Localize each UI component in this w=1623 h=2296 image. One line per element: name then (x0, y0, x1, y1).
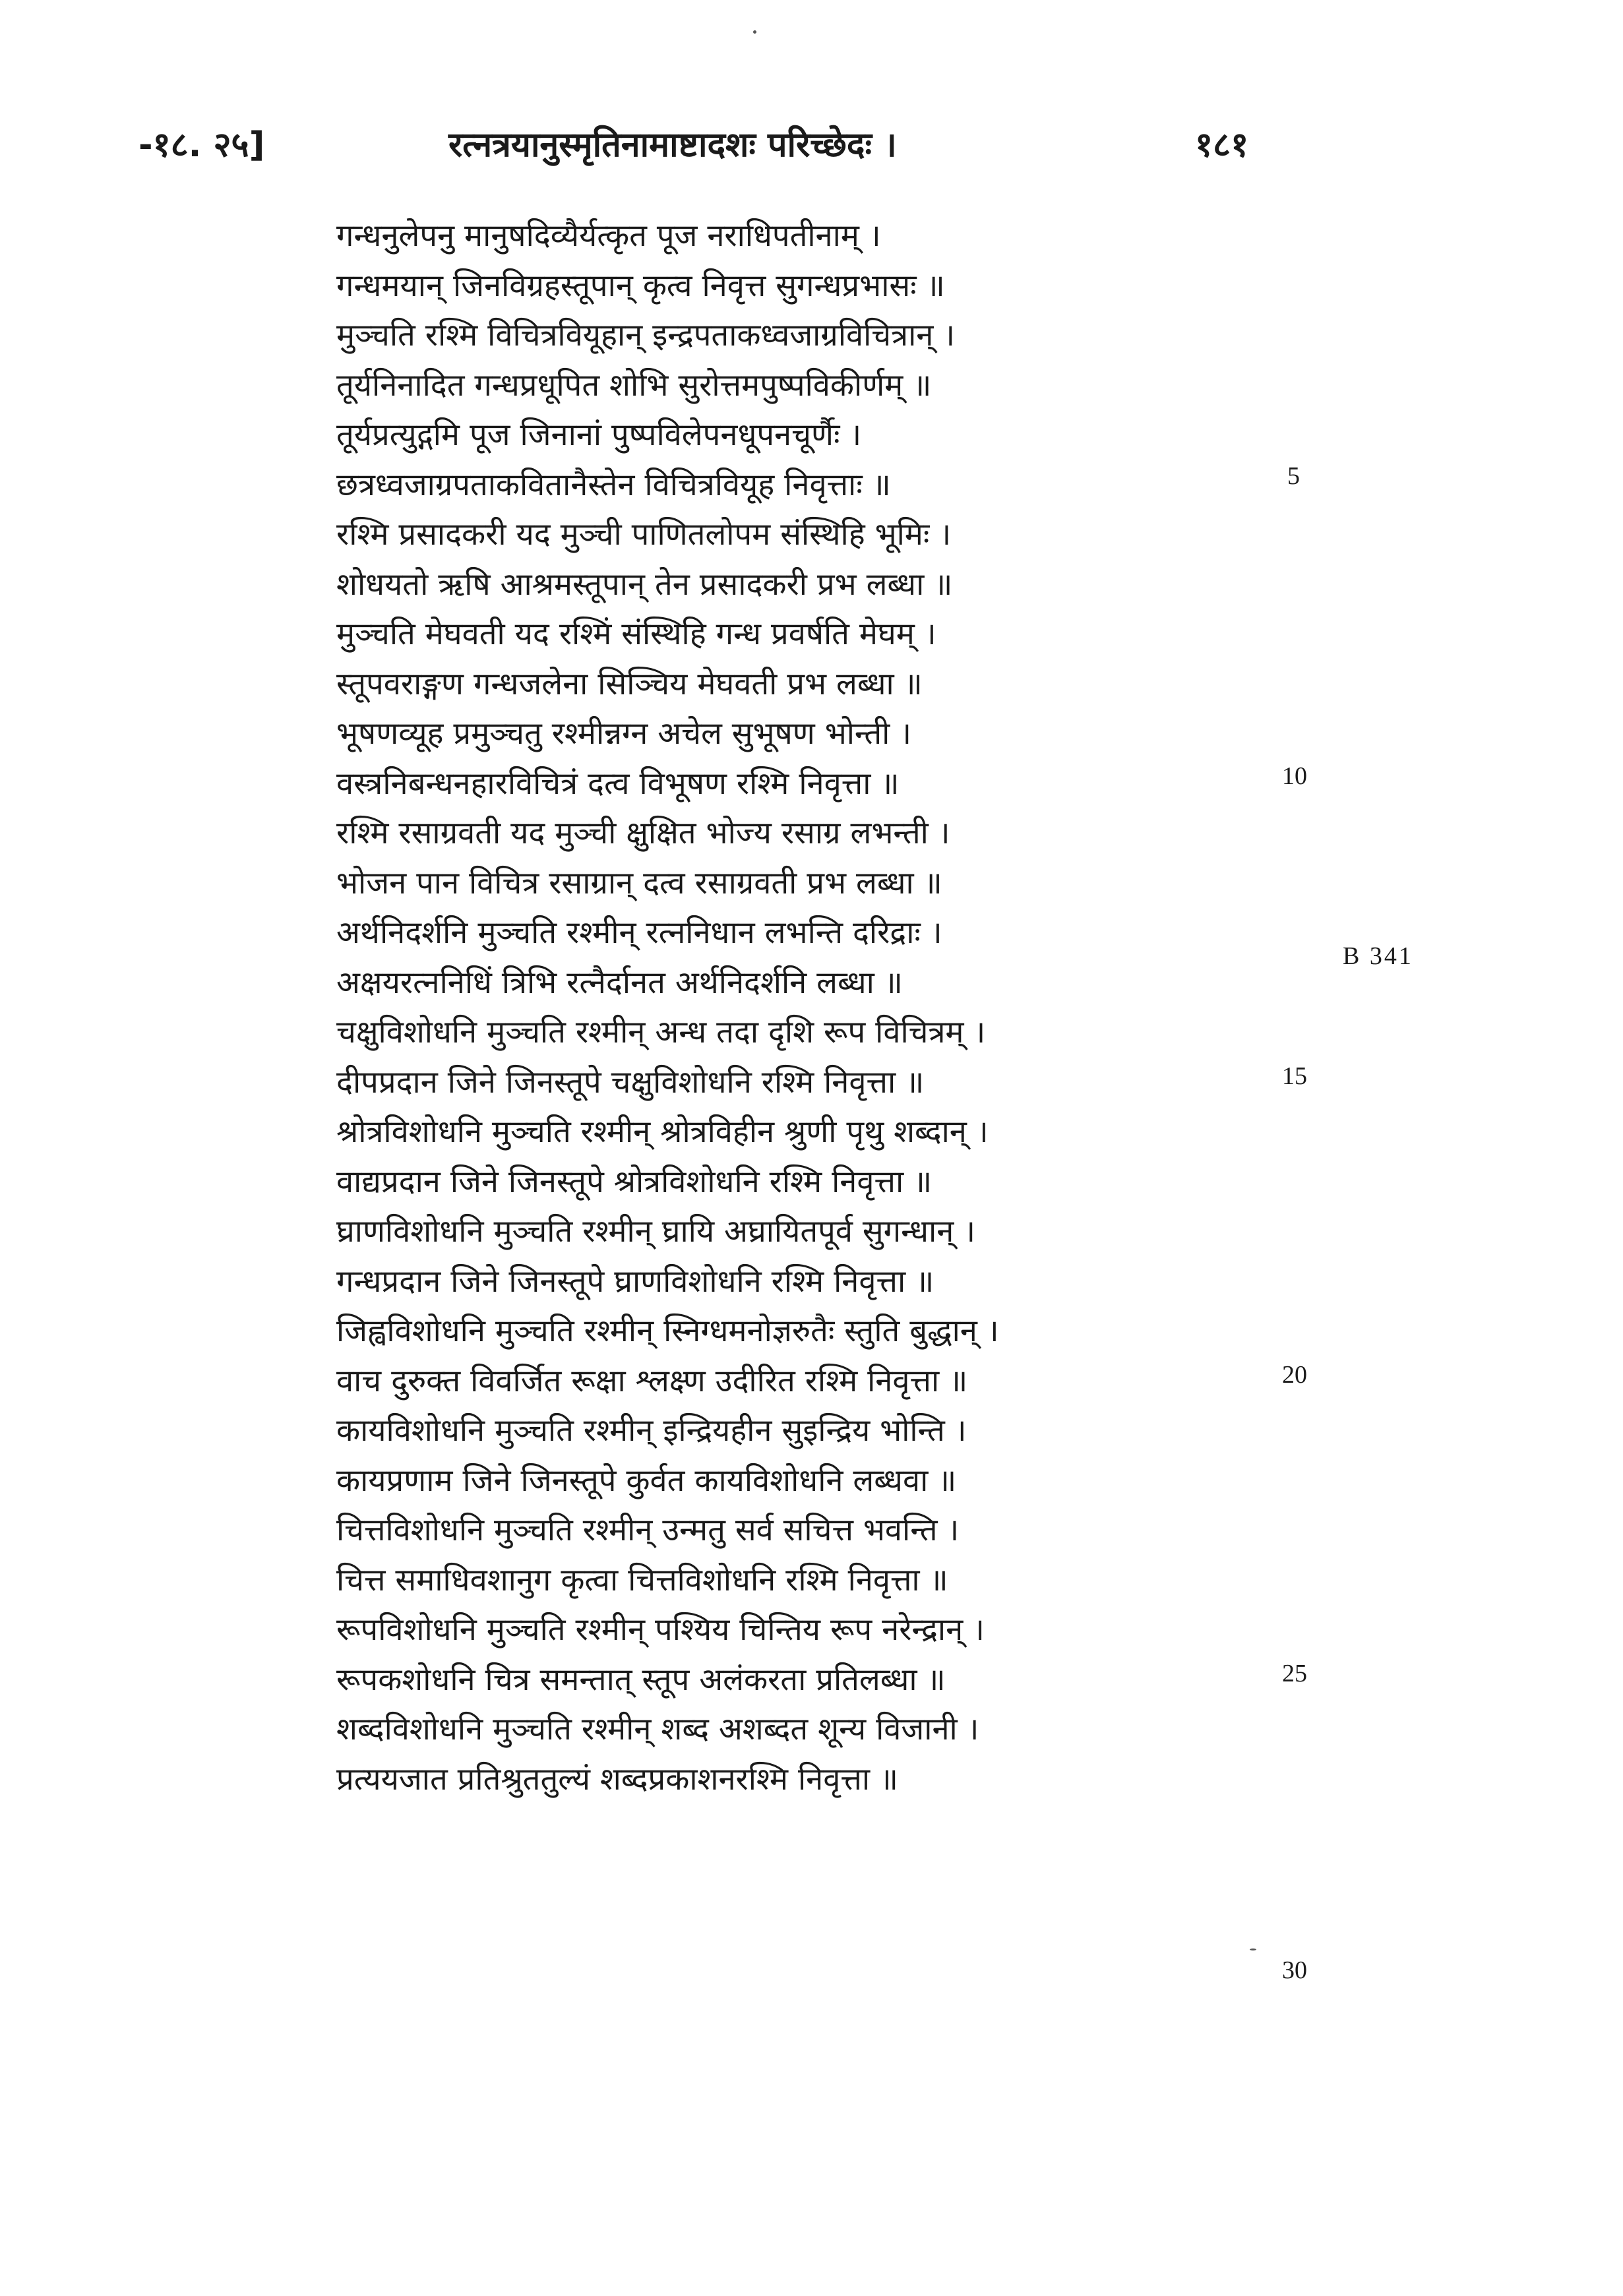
verse-line: वाच दुरुक्त विवर्जित रूक्षा श्लक्ष्ण उदीरित रश्मि निवृत्ता ॥ (336, 1362, 968, 1399)
verse-line: गन्धप्रदान जिने जिनस्तूपे घ्राणविशोधनि रश्मि निवृत्ता ॥ (336, 1263, 934, 1300)
verse-line: घ्राणविशोधनि मुञ्चति रश्मीन् घ्रायि अघ्रायितपूर्व सुगन्धान् । (336, 1213, 976, 1250)
verse-line: भूषणव्यूह प्रमुञ्चतु रश्मीन्नग्न अचेल सुभूषण भोन्ती । (336, 715, 912, 752)
verse-line: शोधयतो ऋषि आश्रमस्तूपान् तेन प्रसादकरी प्रभ लब्धा ॥ (336, 566, 953, 603)
chapter-title: रत्नत्रयानुस्मृतिनामाष्टादशः परिच्छेदः । (448, 125, 897, 165)
manuscript-folio-reference: B 341 (1343, 942, 1413, 970)
verse-line: श्रोत्रविशोधनि मुञ्चति रश्मीन् श्रोत्रविहीन श्रुणी पृथु शब्दान् । (336, 1114, 989, 1150)
verse-line: कायप्रणाम जिने जिनस्तूपे कुर्वत कायविशोधनि लब्धवा ॥ (336, 1462, 957, 1499)
verse-block (336, 211, 1161, 1804)
verse-line: गन्धनुलेपनु मानुषदिव्यैर्यत्कृत पूज नराधिपतीनाम् । (336, 218, 881, 254)
verse-line: वाद्यप्रदान जिने जिनस्तूपे श्रोत्रविशोधनि रश्मि निवृत्ता ॥ (336, 1163, 933, 1200)
section-reference: -१८. २५] (138, 125, 265, 165)
line-number: 30 (1282, 1956, 1307, 1984)
verse-line: अर्थनिदर्शनि मुञ्चति रश्मीन् रत्ननिधान लभन्ति दरिद्राः । (336, 915, 942, 951)
verse-line: चक्षुविशोधनि मुञ्चति रश्मीन् अन्ध तदा दृशि रूप विचित्रम् । (336, 1014, 986, 1050)
print-speck (753, 30, 756, 34)
line-number: 20 (1282, 1361, 1307, 1389)
line-number: 25 (1282, 1660, 1307, 1687)
verse-line: रश्मि प्रसादकरी यद मुञ्ची पाणितलोपम संस्थिहि भूमिः । (336, 516, 952, 553)
line-number: 10 (1282, 762, 1307, 790)
verse-line: शब्दविशोधनि मुञ्चति रश्मीन् शब्द अशब्दत शून्य विजानी । (336, 1711, 979, 1747)
verse-line: भोजन पान विचित्र रसाग्रान् दत्व रसाग्रवती प्रभ लब्धा ॥ (336, 864, 942, 901)
verse-line: मुञ्चति रश्मि विचित्रवियूहान् इन्द्रपताकध्वजाग्रविचित्रान् । (336, 317, 956, 353)
verse-line: चित्तविशोधनि मुञ्चति रश्मीन् उन्मतु सर्व सचित्त भवन्ति । (336, 1512, 960, 1548)
verse-line: रश्मि रसाग्रवती यद मुञ्ची क्षुक्षित भोज्य रसाग्र लभन्ती । (336, 815, 950, 851)
verse-line: मुञ्चति मेघवती यद रश्मिं संस्थिहि गन्ध प्रवर्षति मेघम् । (336, 616, 936, 652)
verse-line: वस्त्रनिबन्धनहारविचित्रं दत्व विभूषण रश्मि निवृत्ता ॥ (336, 765, 900, 802)
verse-line: तूर्यनिनादित गन्धप्रधूपित शोभि सुरोत्तमपुष्पविकीर्णम् ॥ (336, 367, 932, 404)
verse-line: जिह्वविशोधनि मुञ्चति रश्मीन् स्निग्धमनोज्ञरुतैः स्तुति बुद्धान् । (336, 1313, 999, 1349)
line-number: 15 (1282, 1062, 1307, 1090)
verse-line: कायविशोधनि मुञ्चति रश्मीन् इन्द्रियहीन सुइन्द्रिय भोन्ति । (336, 1412, 967, 1449)
verse-line: रूपकशोधनि चित्र समन्तात् स्तूप अलंकरता प्रतिलब्धा ॥ (336, 1661, 946, 1698)
verse-line: स्तूपवराङ्गण गन्धजलेना सिञ्चिय मेघवती प्रभ लब्धा ॥ (336, 665, 923, 702)
verse-line: रूपविशोधनि मुञ्चति रश्मीन् पश्यिय चिन्तिय रूप नरेन्द्रान् । (336, 1612, 985, 1648)
page-number: १८१ (1195, 125, 1249, 165)
verse-line: छत्रध्वजाग्रपताकवितानैस्तेन विचित्रवियूह निवृत्ताः ॥ (336, 466, 891, 503)
verse-line: अक्षयरत्ननिधिं त्रिभि रत्नैर्दानत अर्थनिदर्शनि लब्धा ॥ (336, 964, 903, 1001)
verse-line: तूर्यप्रत्युद्गमि पूज जिनानां पुष्पविलेपनधूपनचूर्णैः । (336, 417, 862, 453)
line-number: 5 (1287, 462, 1300, 490)
verse-line: चित्त समाधिवशानुग कृत्वा चित्तविशोधनि रश्मि निवृत्ता ॥ (336, 1561, 948, 1598)
verse-line: प्रत्ययजात प्रतिश्रुततुल्यं शब्दप्रकाशनरश्मि निवृत्ता ॥ (336, 1761, 899, 1798)
verse-line: गन्धमयान् जिनविग्रहस्तूपान् कृत्व निवृत्त सुगन्धप्रभासः ॥ (336, 267, 945, 304)
verse-line: दीपप्रदान जिने जिनस्तूपे चक्षुविशोधनि रश्मि निवृत्ता ॥ (336, 1064, 925, 1101)
print-speck (1250, 1949, 1256, 1950)
